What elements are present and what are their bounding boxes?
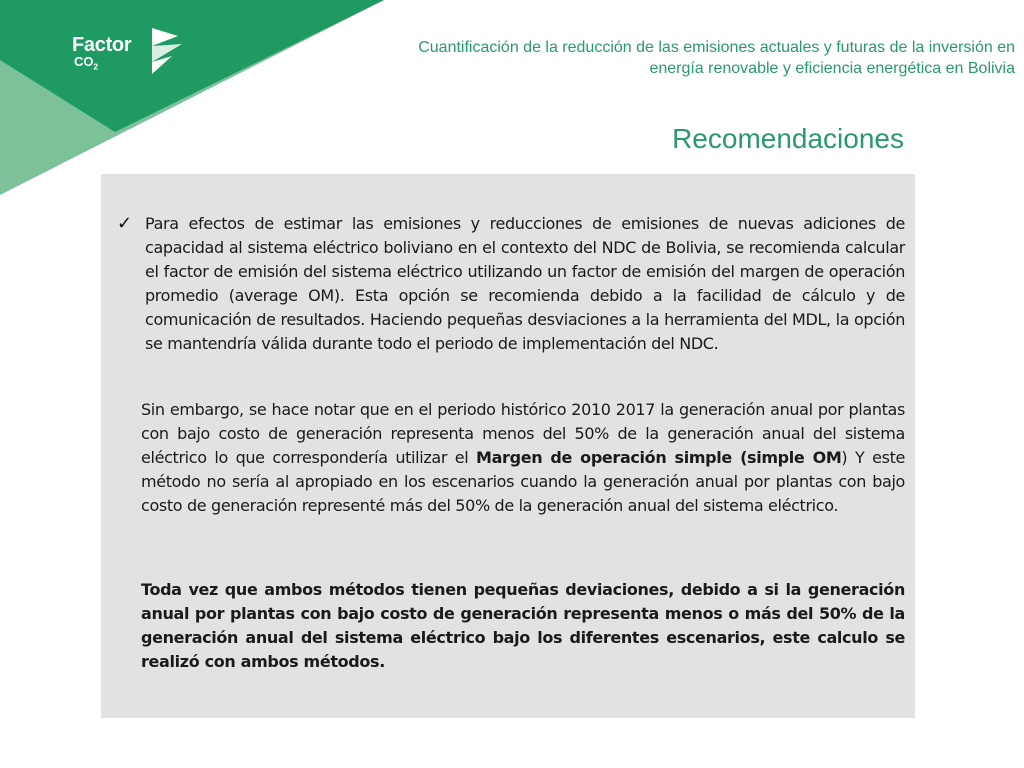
document-title <box>295 37 1015 79</box>
paragraph-recommendation: Para efectos de estimar las emisiones y reducciones de emisiones de nuevas adiciones de capacidad al sistema eléctrico boliviano en el contexto del NDC de Bolivia, se recomienda calcular el factor de emisión del sistema eléctrico utilizando un factor de emisión del margen de operación promedio (average OM). Esta opción se recomienda debido a la facilidad de cálculo y de comunicación de resultados. Haciendo pequeñas desviaciones a la herramienta del MDL, la opción se mantendría válida durante todo el periodo de implementación del NDC. <box>145 214 905 353</box>
logo-word: Factor <box>72 34 132 56</box>
bold-method-name: Margen de operación simple (simple OM <box>476 448 842 467</box>
document-title-line-1: Cuantificación de la reducción de las emisiones actuales y futuras de la inversión en <box>418 39 1015 56</box>
corner-decoration <box>0 0 390 195</box>
logo-mark-icon <box>152 28 186 76</box>
paragraph-conclusion: Toda vez que ambos métodos tienen pequeñas deviaciones, debido a si la generación anual por plantas con bajo costo de generación representa menos o más del 50% de la generación anual del sistema eléctrico bajo los diferentes escenarios, este calculo se realizó con ambos métodos. <box>141 580 905 671</box>
paragraph-note: Sin embargo, se hace notar que en el periodo histórico 2010 2017 la generación anual por plantas con bajo costo de generación representa menos del 50% de la generación anual del sistema eléctrico lo que correspondería utilizar el Margen de operación simple (simple OM) Y este método no sería al apropiado en los escenarios cuando la generación anual por plantas con bajo costo de generación representé más del 50% de la generación anual del sistema eléctrico. <box>141 400 905 515</box>
document-title-line-2: energía renovable y eficiencia energética en Bolivia <box>649 60 1015 77</box>
check-mark-icon: ✓ <box>117 213 133 233</box>
logo-co2: $CO_2$ <box>74 54 98 72</box>
section-title: Recomendaciones <box>672 123 904 154</box>
content-box <box>101 174 915 718</box>
